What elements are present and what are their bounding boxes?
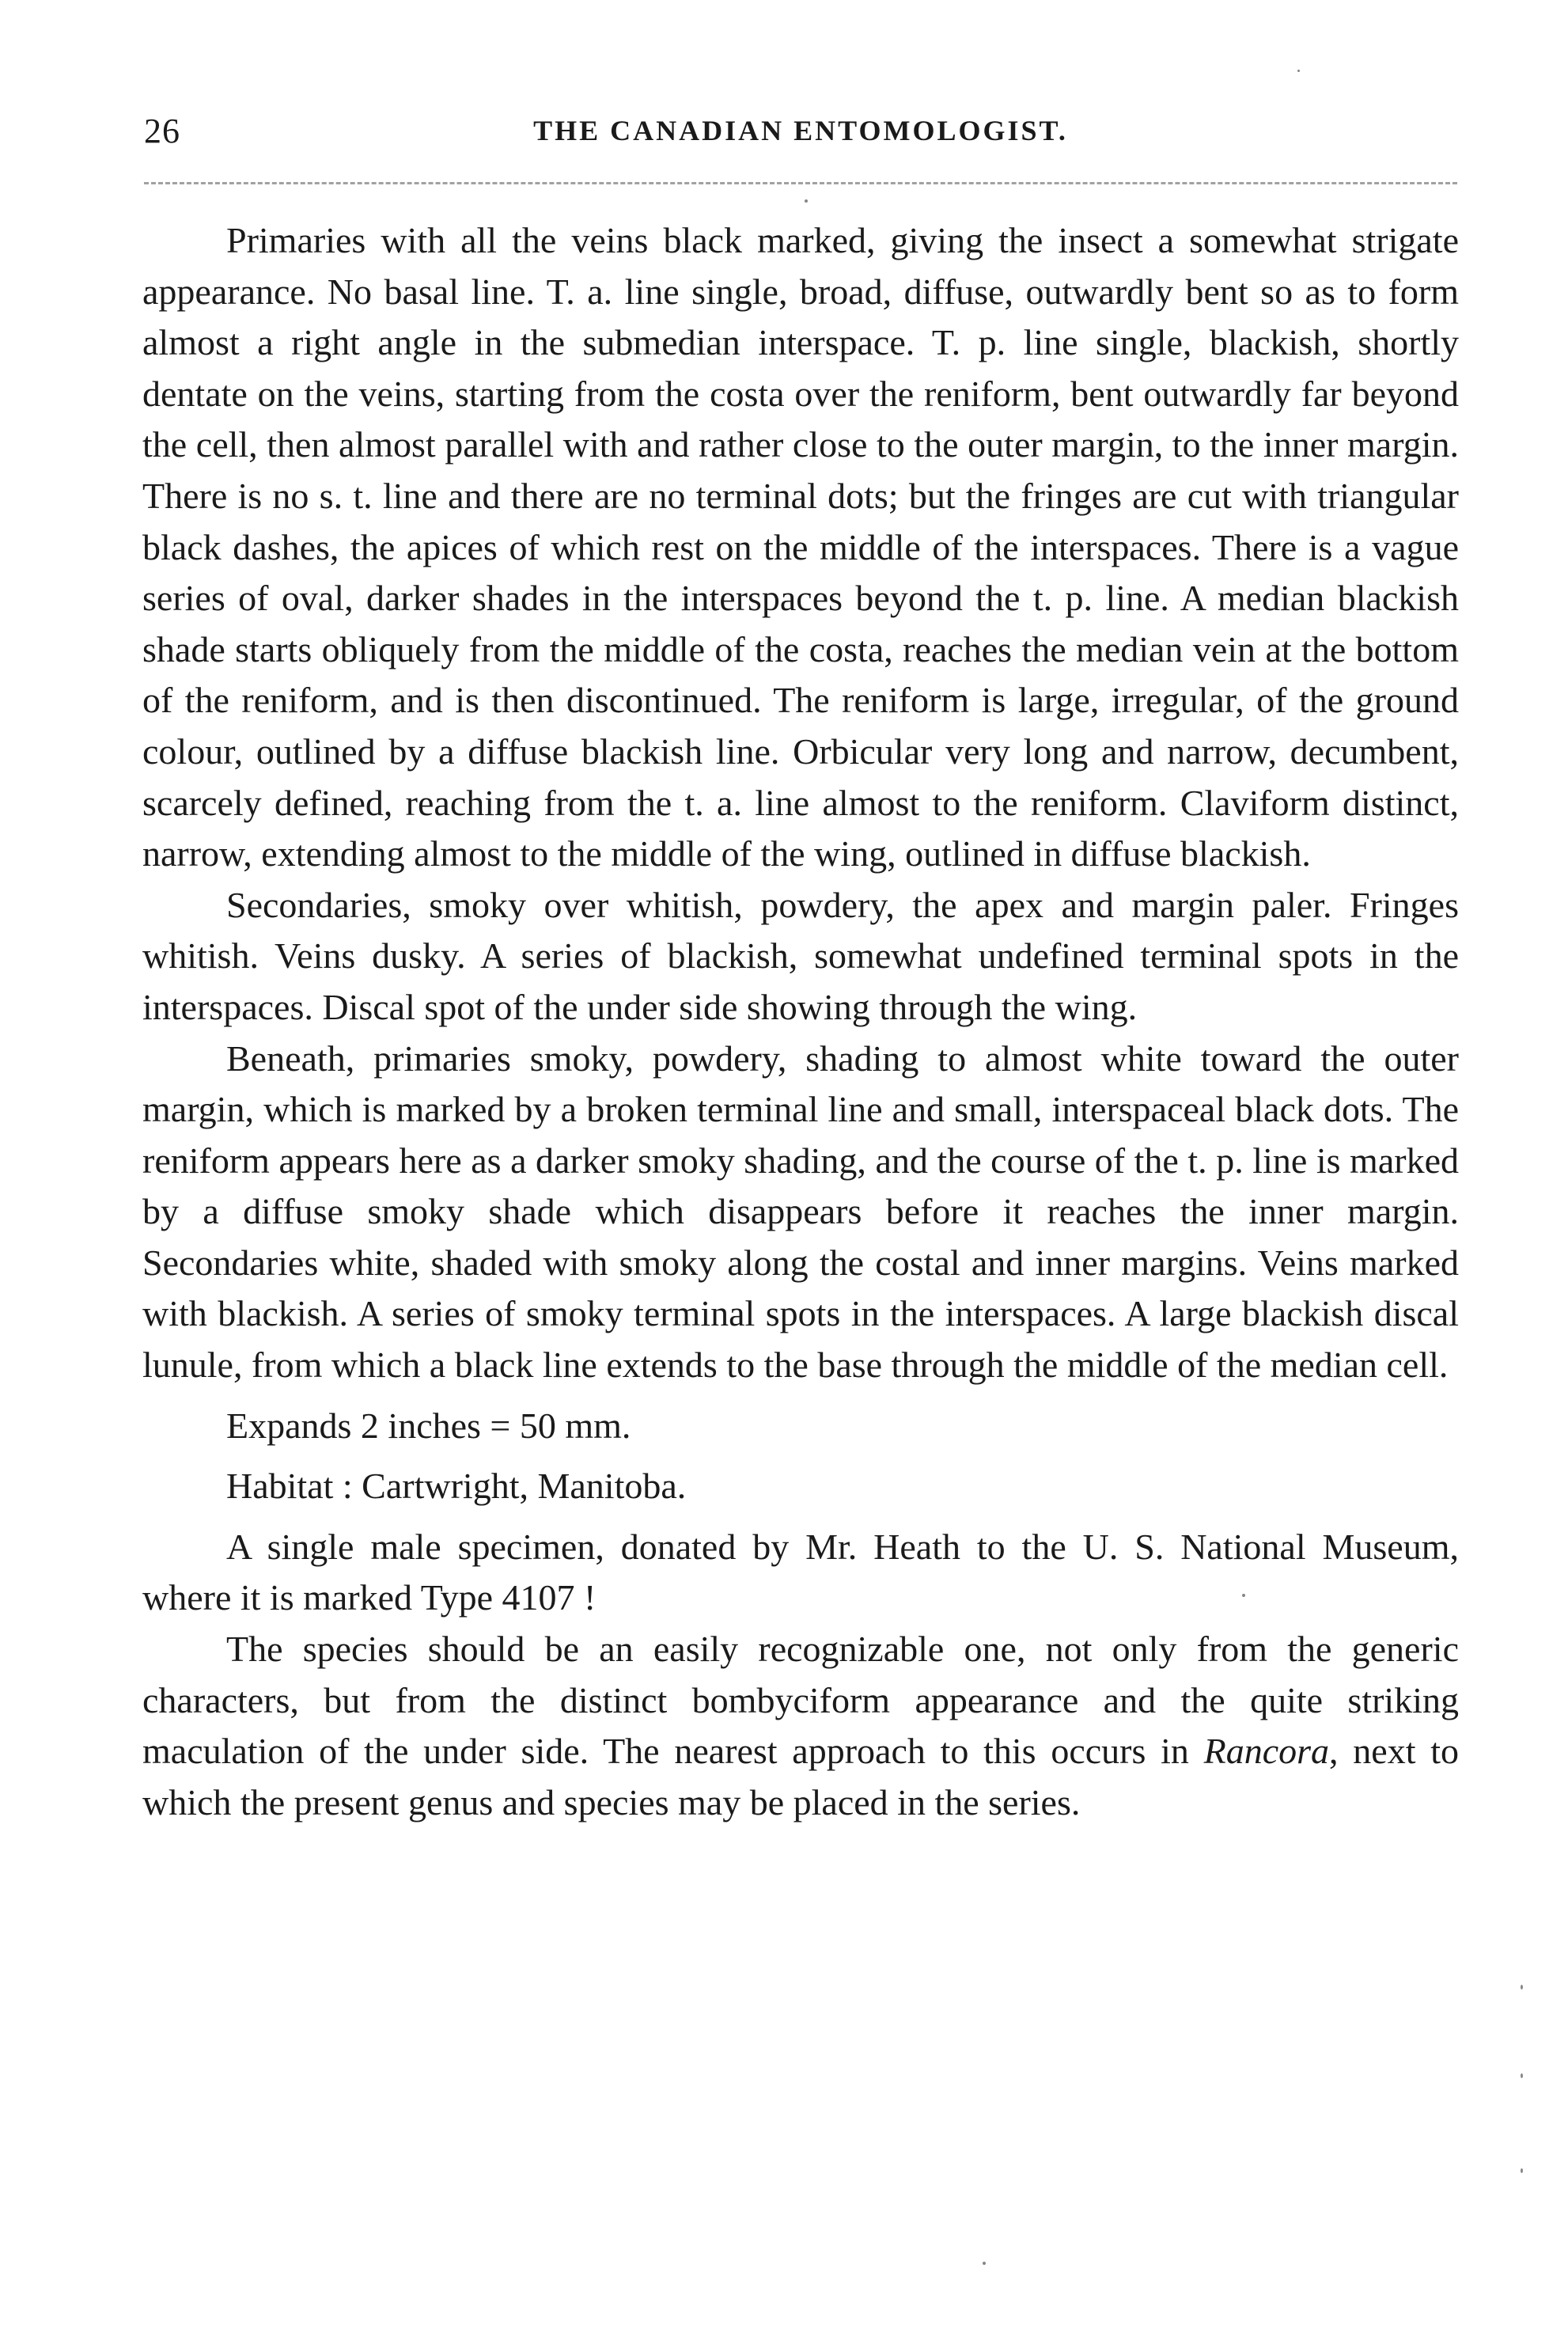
scan-speck [1242,1594,1245,1597]
scan-speck [1521,2073,1523,2078]
header-rule [144,182,1457,188]
paragraph-specimen: A single male specimen, donated by Mr. Heath to the U. S. National Museum, where it is marked Type 4107 ! [142,1526,1459,1618]
scan-speck [1521,2168,1523,2173]
paragraph-conclusion [142,1624,1459,1828]
article-body [142,215,1459,1828]
scan-speck [983,2262,986,2265]
page-number: 26 [144,112,180,150]
paragraph-habitat: Habitat : Cartwright, Manitoba. [226,1466,687,1507]
conclusion-text-after: , next to which the present genus and species may be placed in the series. [142,1731,1459,1822]
paragraph-expanse: Expands 2 inches = 50 mm. [226,1405,631,1446]
conclusion-text-before: The species should be an easily recognizable one, not only from the generic characters, but from the distinct bombyciform appearance and the quite striking maculation of the under side. The nearest approach to this occurs in [142,1629,1459,1772]
running-title: THE CANADIAN ENTOMOLOGIST. [533,115,1068,146]
genus-name: Rancora [1203,1731,1330,1772]
paragraph-primaries: Primaries with all the veins black marked, giving the insect a somewhat strigate appearance. No basal line. T. a. line single, broad, diffuse, outwardly bent so as to form almost a right angle in the submedian interspace. T. p. line single, blackish, shortly dentate on the veins, starting from the costa over the reniform, bent outwardly far beyond the cell, then almost parallel with and rather close to the outer margin, to the inner margin. There is no s. t. line and there are no terminal dots; but the fringes are cut with triangular black dashes, the apices of which rest on the middle of the interspaces. There is a vague series of oval, darker shades in the interspaces beyond the t. p. line. A median blackish shade starts obliquely from the middle of the costa, reaches the median vein at the bottom of the reniform, and is then discontinued. The reniform is large, irregular, of the ground colour, outlined by a diffuse blackish line. Orbicular very long and narrow, decumbent, scarcely defined, reaching from the t. a. line almost to the reniform. Claviform distinct, narrow, extending almost to the middle of the wing, outlined in diffuse blackish. [142,220,1459,874]
paragraph-beneath: Beneath, primaries smoky, powdery, shading to almost white toward the outer margin, which is marked by a broken terminal line and small, interspaceal black dots. The reniform appears here as a darker smoky shading, and the course of the t. p. line is marked by a diffuse smoky shade which disappears before it reaches the inner margin. Secondaries white, shaded with smoky along the costal and inner margins. Veins marked with blackish. A series of smoky terminal spots in the interspaces. A large blackish discal lunule, from which a black line extends to the base through the middle of the median cell. [142,1037,1459,1386]
page-header [144,111,1457,158]
scan-speck [805,199,808,203]
scan-speck [1521,1985,1523,1989]
scan-speck [1297,70,1300,72]
paragraph-secondaries: Secondaries, smoky over whitish, powdery, the apex and margin paler. Fringes whitish. Veins dusky. A series of blackish, somewhat undefined terminal spots in the interspaces. Discal spot of the under side showing through the wing. [142,884,1459,1027]
